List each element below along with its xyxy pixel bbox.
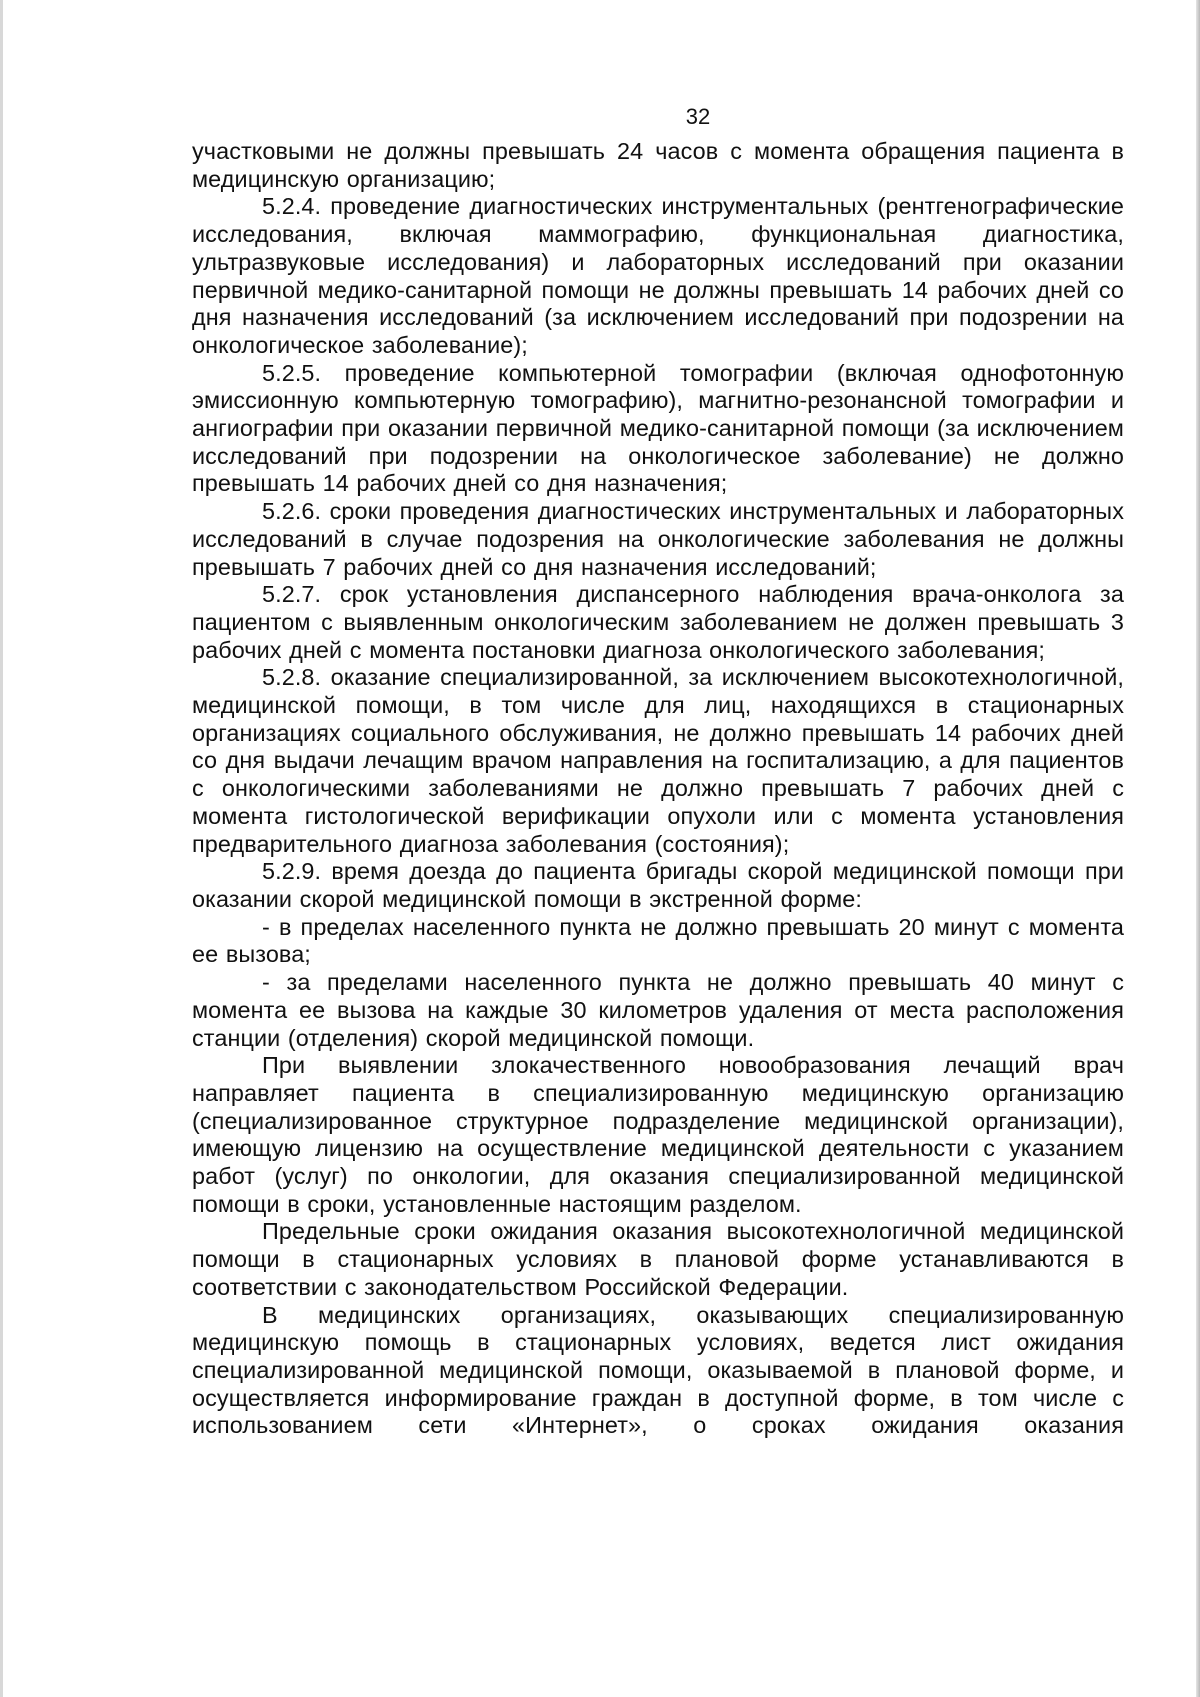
paragraph-5-2-4: 5.2.4. проведение диагностических инструментальных (рентгенографические исследования, включая маммографию, функциональная диагностика, ультразвуковые исследования) и лабораторных исследований при оказании первичной медико-санитарной помощи не должны превышать 14 рабочих дней со дня назначения исследований (за исключением исследований при подозрении на онкологическое заболевание); xyxy=(192,193,1124,358)
page-number: 32 xyxy=(685,104,711,129)
list-item-outside-settlement: - за пределами населенного пункта не должно превышать 40 минут с момента ее вызова на каждые 30 километров удаления от места расположения станции (отделения) скорой медицинской помощи. xyxy=(192,969,1124,1051)
paragraph-5-2-8: 5.2.8. оказание специализированной, за исключением высокотехнологичной, медицинской помощи, в том числе для лиц, находящихся в стационарных организациях социального обслуживания, не должно превышать 14 рабочих дней со дня выдачи лечащим врачом направления на госпитализацию, а для пациентов с онкологическими заболеваниями не должно превышать 7 рабочих дней с момента гистологической верификации опухоли или с момента установления предварительного диагноза заболевания (состояния); xyxy=(192,664,1124,857)
paragraph-malignant-neoplasm: При выявлении злокачественного новообразования лечащий врач направляет пациента в специализированную медицинскую организацию (специализированное структурное подразделение медицинской организации), имеющую лицензию на осуществление медицинской деятельности с указанием работ (услуг) по онкологии, для оказания специализированной медицинской помощи в сроки, установленные настоящим разделом. xyxy=(192,1052,1124,1217)
paragraph-5-2-9: 5.2.9. время доезда до пациента бригады скорой медицинской помощи при оказании скорой медицинской помощи в экстренной форме: xyxy=(192,858,1124,912)
paragraph-5-2-6: 5.2.6. сроки проведения диагностических инструментальных и лабораторных исследований в случае подозрения на онкологические заболевания не должны превышать 7 рабочих дней со дня назначения исследований; xyxy=(192,498,1124,580)
scan-edge-left xyxy=(0,0,3,1697)
scan-edge-right xyxy=(1196,0,1200,1697)
paragraph-high-tech-care: Предельные сроки ожидания оказания высокотехнологичной медицинской помощи в стационарных условиях в плановой форме устанавливаются в соответствии с законодательством Российской Федерации. xyxy=(192,1218,1124,1300)
document-page xyxy=(192,100,1124,1440)
paragraph-5-2-7: 5.2.7. срок установления диспансерного наблюдения врача-онколога за пациентом с выявленным онкологическим заболеванием не должен превышать 3 рабочих дней с момента постановки диагноза онкологического заболевания; xyxy=(192,581,1124,663)
paragraph-continuation: участковыми не должны превышать 24 часов с момента обращения пациента в медицинскую организацию; xyxy=(192,138,1124,192)
list-item-within-settlement: - в пределах населенного пункта не должно превышать 20 минут с момента ее вызова; xyxy=(192,913,1124,968)
paragraph-5-2-5: 5.2.5. проведение компьютерной томографии (включая однофотонную эмиссионную компьютерную томографию), магнитно-резонансной томографии и ангиографии при оказании первичной медико-санитарной помощи (за исключением исследований при подозрении на онкологическое заболевание) не должно превышать 14 рабочих дней со дня назначения; xyxy=(192,359,1124,497)
paragraph-waiting-list: В медицинских организациях, оказывающих специализированную медицинскую помощь в стационарных условиях, ведется лист ожидания специализированной медицинской помощи, оказываемой в плановой форме, и осуществляется информирование граждан в доступной форме, в том числе с использованием сети «Интернет», о сроках ожидания оказания xyxy=(192,1301,1124,1439)
